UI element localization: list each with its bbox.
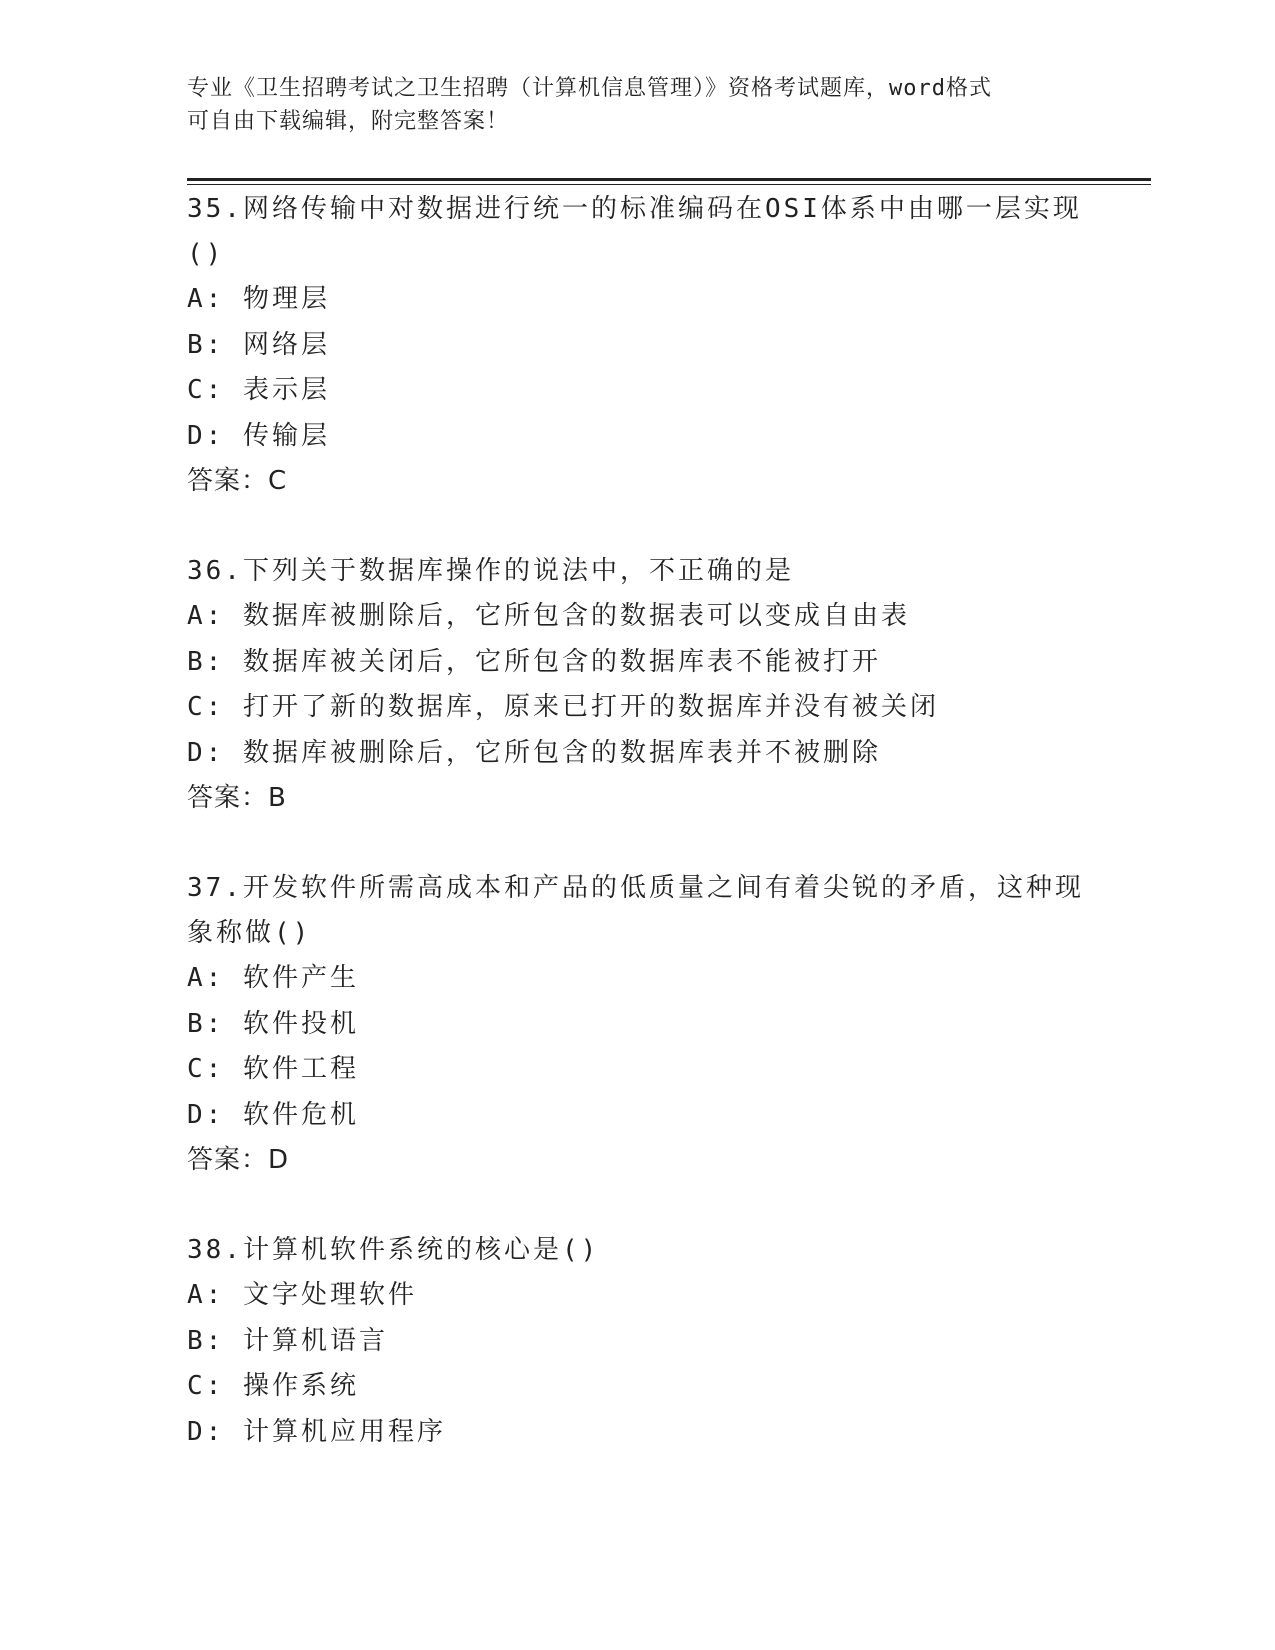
answer: 答案：B	[187, 783, 287, 813]
answer: 答案：D	[187, 1145, 290, 1175]
header-divider-thin	[187, 184, 1151, 185]
option-a: A: 数据库被删除后，它所包含的数据表可以变成自由表	[187, 601, 910, 631]
question-text-line: 37.开发软件所需高成本和产品的低质量之间有着尖锐的矛盾，这种现	[187, 873, 1084, 903]
option-a: A: 文字处理软件	[187, 1280, 417, 1310]
question-37	[187, 866, 1087, 1183]
option-a: A: 物理层	[187, 284, 330, 314]
option-a: A: 软件产生	[187, 963, 359, 993]
header-line-2: 可自由下载编辑，附完整答案！	[187, 109, 510, 134]
option-b: B: 网络层	[187, 329, 330, 360]
option-c: C: 软件工程	[187, 1054, 359, 1084]
header-line-1: 专业《卫生招聘考试之卫生招聘（计算机信息管理）》资格考试题库，word格式	[187, 76, 992, 101]
question-35	[187, 187, 1087, 504]
question-text-line: 象称做()	[187, 918, 312, 948]
answer: 答案：C	[187, 466, 288, 496]
option-d: D: 数据库被删除后，它所包含的数据库表并不被删除	[187, 737, 881, 768]
question-36	[187, 549, 1087, 821]
document-header	[187, 72, 1087, 138]
option-d: D: 软件危机	[187, 1099, 359, 1130]
header-divider-thick	[187, 178, 1151, 181]
question-text-line: 36.下列关于数据库操作的说法中，不正确的是	[187, 556, 794, 586]
option-b: B: 计算机语言	[187, 1325, 388, 1356]
question-38	[187, 1228, 1087, 1455]
option-b: B: 软件投机	[187, 1008, 359, 1039]
question-text-line: ()	[187, 239, 225, 269]
option-c: C: 打开了新的数据库，原来已打开的数据库并没有被关闭	[187, 692, 939, 722]
option-c: C: 表示层	[187, 375, 330, 405]
option-d: D: 传输层	[187, 420, 330, 451]
question-text-line: 35.网络传输中对数据进行统一的标准编码在OSI体系中由哪一层实现	[187, 194, 1082, 224]
option-c: C: 操作系统	[187, 1371, 359, 1401]
question-text-line: 38.计算机软件系统的核心是()	[187, 1235, 600, 1265]
option-b: B: 数据库被关闭后，它所包含的数据库表不能被打开	[187, 646, 881, 677]
option-d: D: 计算机应用程序	[187, 1416, 446, 1447]
question-list	[187, 187, 1087, 1500]
